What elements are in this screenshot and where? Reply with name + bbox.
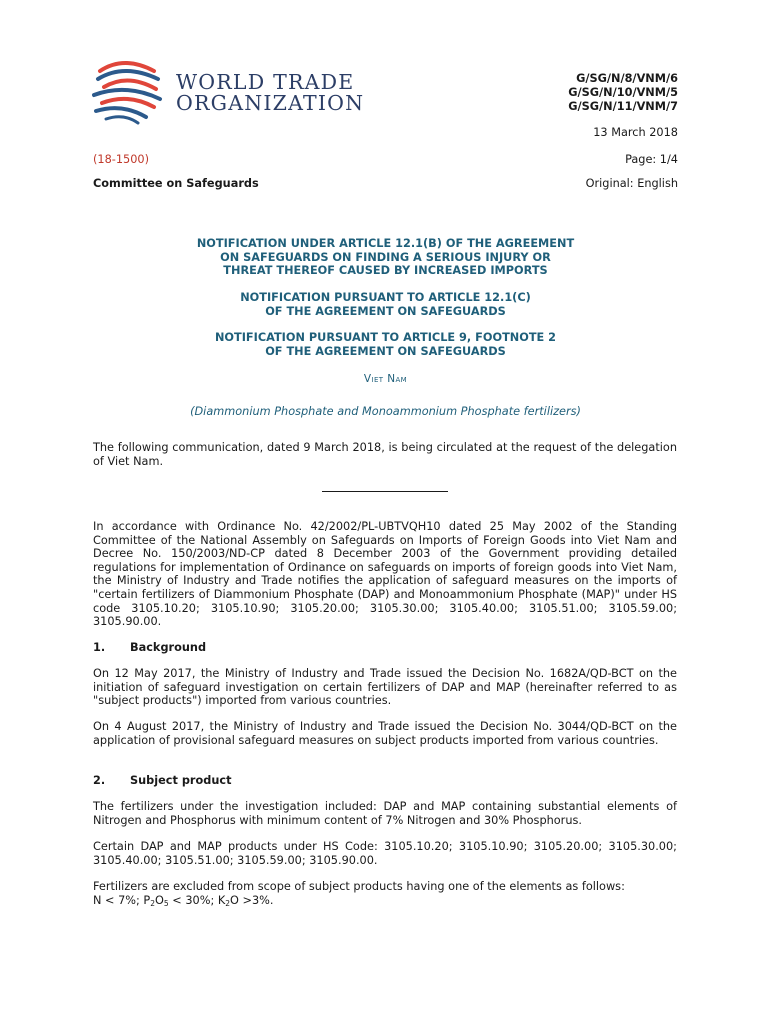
subject-product-paragraph-3 <box>93 880 677 907</box>
title-2-line-1: NOTIFICATION PURSUANT TO ARTICLE 12.1(C) <box>240 291 531 304</box>
symbol-3: G/SG/N/11/VNM/7 <box>568 100 678 114</box>
exclusion-intro: Fertilizers are excluded from scope of subject products having one of the elements as follows: <box>93 880 625 893</box>
section-1-heading <box>93 641 206 654</box>
wto-logo-icon <box>84 57 174 129</box>
subject-product-paragraph-2: Certain DAP and MAP products under HS Code: 3105.10.20; 3105.10.90; 3105.20.00; 3105.30.00; 3105.40.00; 3105.51.00; 3105.59.00; 3105.90.00. <box>93 840 677 867</box>
exclusion-o-sub: 5 <box>163 898 169 908</box>
title-1-line-2: ON SAFEGUARDS ON FINDING A SERIOUS INJURY OR <box>220 250 551 264</box>
symbol-1: G/SG/N/8/VNM/6 <box>576 72 678 85</box>
exclusion-n: N < 7%; P <box>93 893 151 907</box>
section-2-heading <box>93 774 231 787</box>
original-language: Original: English <box>585 177 678 190</box>
title-1-line-3: THREAT THEREOF CAUSED BY INCREASED IMPORTS <box>223 264 548 277</box>
subject-product-paragraph-1: The fertilizers under the investigation included: DAP and MAP containing substantial elements of Nitrogen and Phosphorus with minimum content of 7% Nitrogen and 30% Phosphorus. <box>93 800 677 827</box>
exclusion-k-sub: 2 <box>225 898 231 908</box>
committee-name: Committee on Safeguards <box>93 177 259 190</box>
title-3-line-2: OF THE AGREEMENT ON SAFEGUARDS <box>265 344 506 358</box>
exclusion-o: O <box>155 893 164 907</box>
document-number: (18-1500) <box>93 153 150 166</box>
accordance-paragraph: In accordance with Ordinance No. 42/2002/PL-UBTVQH10 dated 25 May 2002 of the Standing Committee of the National Assembly on Safeguards on Imports of Foreign Goods into Viet Nam and Decree No. 150/2003/ND-CP dated 8 December 2003 of the Government providing detailed regulations for implementation of Ordinance on safeguards on imports of foreign goods into Viet Nam, the Ministry of Industry and Trade notifies the application of safeguard measures on the imports of "certain fertilizers of Diammonium Phosphate (DAP) and Monoammonium Phosphate (MAP)" under HS code 3105.10.20; 3105.10.90; 3105.20.00; 3105.30.00; 3105.40.00; 3105.51.00; 3105.59.00; 3105.90.00. <box>93 520 677 629</box>
title-3-line-1: NOTIFICATION PURSUANT TO ARTICLE 9, FOOTNOTE 2 <box>214 331 557 344</box>
organization-name <box>176 72 364 114</box>
exclusion-p-sub: 2 <box>150 898 156 908</box>
member-country: Viet Nam <box>363 373 408 385</box>
section-2-number: 2. <box>93 774 106 787</box>
title-block-1 <box>93 237 678 278</box>
background-paragraph-2: On 4 August 2017, the Ministry of Industry and Trade issued the Decision No. 3044/QD-BCT on the application of provisional safeguard measures on subject products imported from various countries. <box>93 720 677 747</box>
document-symbols <box>568 72 678 115</box>
exclusion-end: O >3%. <box>230 893 274 907</box>
org-name-line1: WORLD TRADE <box>176 70 355 94</box>
title-1-line-1: NOTIFICATION UNDER ARTICLE 12.1(B) OF THE AGREEMENT <box>196 237 575 250</box>
section-2-title: Subject product <box>130 774 232 787</box>
background-paragraph-1: On 12 May 2017, the Ministry of Industry and Trade issued the Decision No. 1682A/QD-BCT on the initiation of safeguard investigation on certain fertilizers of DAP and MAP (hereinafter referred to as "subject products") imported from various countries. <box>93 667 677 708</box>
org-name-line2: ORGANIZATION <box>176 91 365 115</box>
page-number: Page: 1/4 <box>625 153 678 166</box>
title-2-line-2: OF THE AGREEMENT ON SAFEGUARDS <box>265 304 506 318</box>
separator-line <box>322 491 448 492</box>
title-block-2 <box>93 291 678 318</box>
intro-paragraph: The following communication, dated 9 March 2018, is being circulated at the request of the delegation of Viet Nam. <box>93 441 677 468</box>
exclusion-mid: < 30%; K <box>168 893 226 907</box>
title-block-3 <box>93 331 678 358</box>
product-description: (Diammonium Phosphate and Monoammonium Phosphate fertilizers) <box>190 405 581 418</box>
document-date: 13 March 2018 <box>593 126 678 139</box>
symbol-2: G/SG/N/10/VNM/5 <box>568 86 678 100</box>
section-1-title: Background <box>130 641 207 654</box>
section-1-number: 1. <box>93 641 106 654</box>
